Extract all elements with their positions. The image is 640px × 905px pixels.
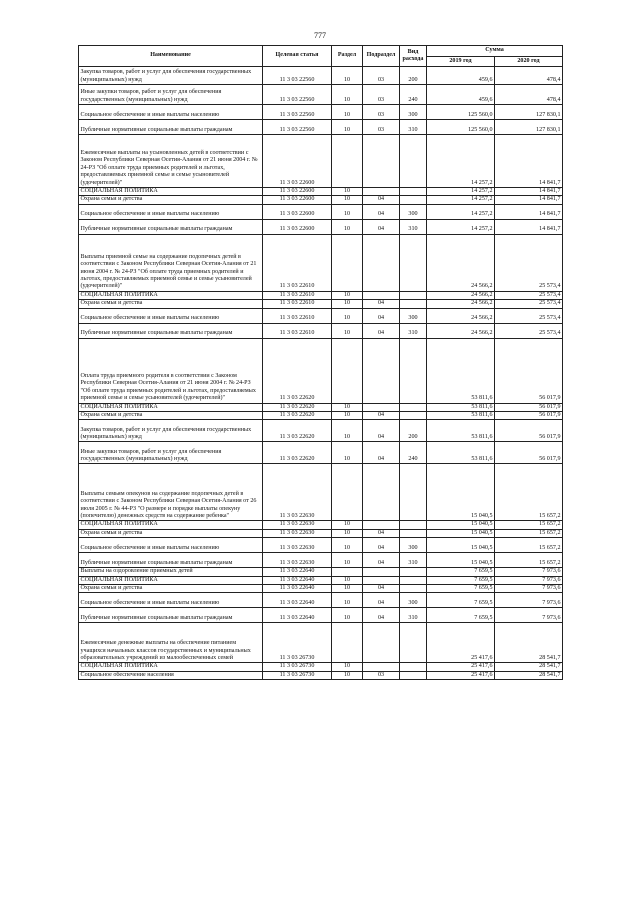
row-name: Социальное обеспечение и иные выплаты населению [79,105,263,120]
row-expense-type [400,623,427,663]
row-section: 10 [332,420,363,442]
row-section: 10 [332,442,363,464]
row-section: 10 [332,105,363,120]
table-row [79,538,563,553]
row-section [332,135,363,188]
row-expense-type [400,585,427,593]
row-expense-type [400,403,427,411]
row-name: СОЦИАЛЬНАЯ ПОЛИТИКА [79,188,263,196]
row-subsection: 04 [363,300,400,308]
row-sum-2019: 7 659,5 [427,593,495,608]
row-expense-type: 300 [400,204,427,219]
row-target: 11 3 03 26730 [263,671,332,679]
row-sum-2020: 56 017,9 [495,420,563,442]
table-row [79,671,563,679]
row-subsection: 04 [363,420,400,442]
row-sum-2020: 7 973,6 [495,593,563,608]
row-sum-2019: 15 040,5 [427,464,495,521]
row-target: 11 3 03 22620 [263,442,332,464]
row-target: 11 3 03 22600 [263,196,332,204]
row-sum-2020: 15 657,2 [495,538,563,553]
row-sum-2020: 14 841,7 [495,219,563,234]
row-target: 11 3 03 22630 [263,529,332,537]
row-expense-type [400,234,427,291]
header-expense-type: Вид расхода [400,46,427,67]
row-sum-2020: 15 657,2 [495,464,563,521]
row-section: 10 [332,308,363,323]
row-subsection: 04 [363,529,400,537]
row-subsection [363,338,400,403]
row-expense-type [400,291,427,299]
row-sum-2020: 25 573,4 [495,291,563,299]
row-sum-2019: 459,6 [427,85,495,105]
row-target: 11 3 03 22630 [263,538,332,553]
row-sum-2019: 15 040,5 [427,538,495,553]
row-sum-2020: 478,4 [495,85,563,105]
row-section: 10 [332,663,363,671]
row-name: Охрана семьи и детства [79,412,263,420]
row-target: 11 3 03 26730 [263,663,332,671]
row-subsection: 04 [363,219,400,234]
row-sum-2020: 25 573,4 [495,234,563,291]
row-section: 10 [332,576,363,584]
row-section: 10 [332,529,363,537]
budget-table [78,45,563,680]
row-sum-2019: 7 659,5 [427,576,495,584]
row-sum-2019: 24 566,2 [427,234,495,291]
row-subsection [363,623,400,663]
table-row [79,663,563,671]
row-target: 11 3 03 22640 [263,576,332,584]
row-target: 11 3 03 22600 [263,188,332,196]
row-target: 11 3 03 26730 [263,623,332,663]
row-name: Ежемесячные выплаты на усыновленных детей в соответствии с Законом Республики Северная Осетия-Алания от 21 июня 2004 г. № 24-РЗ "Об оплате труда приемных родителей и льготах, предоставляемых приемной семье и семье усыновителей (удочерителей)" [79,135,263,188]
table-row [79,608,563,623]
row-section: 10 [332,188,363,196]
row-target: 11 3 03 22610 [263,308,332,323]
row-name: Охрана семьи и детства [79,529,263,537]
row-name: Публичные нормативные социальные выплаты гражданам [79,120,263,135]
row-expense-type [400,135,427,188]
header-section: Раздел [332,46,363,67]
row-expense-type: 300 [400,308,427,323]
header-sum: Сумма [427,46,563,57]
row-sum-2020: 7 973,6 [495,568,563,576]
row-sum-2020: 14 841,7 [495,135,563,188]
row-expense-type [400,464,427,521]
row-target: 11 3 03 22640 [263,585,332,593]
row-target: 11 3 03 22600 [263,219,332,234]
row-target: 11 3 03 22620 [263,338,332,403]
row-sum-2019: 53 811,6 [427,403,495,411]
table-row [79,338,563,403]
row-expense-type [400,196,427,204]
row-sum-2020: 7 973,6 [495,585,563,593]
row-sum-2019: 15 040,5 [427,553,495,568]
row-subsection: 03 [363,671,400,679]
table-row [79,219,563,234]
row-section: 10 [332,608,363,623]
row-name: Закупка товаров, работ и услуг для обеспечения государственных (муниципальных) нужд [79,67,263,85]
row-sum-2019: 15 040,5 [427,521,495,529]
row-section [332,568,363,576]
row-sum-2019: 125 560,0 [427,105,495,120]
row-sum-2020: 127 830,1 [495,105,563,120]
row-name: Выплаты на оздоровление приемных детей [79,568,263,576]
row-subsection: 04 [363,204,400,219]
row-expense-type: 310 [400,323,427,338]
row-subsection: 03 [363,85,400,105]
row-sum-2019: 53 811,6 [427,412,495,420]
row-section: 10 [332,204,363,219]
header-target: Целевая статья [263,46,332,67]
table-row [79,442,563,464]
row-sum-2020: 56 017,9 [495,412,563,420]
row-expense-type [400,412,427,420]
table-row [79,67,563,85]
row-name: Социальное обеспечение населения [79,671,263,679]
row-subsection: 04 [363,538,400,553]
row-target: 11 3 03 22640 [263,593,332,608]
row-subsection: 04 [363,553,400,568]
row-sum-2019: 7 659,5 [427,585,495,593]
row-expense-type: 310 [400,553,427,568]
row-sum-2020: 25 573,4 [495,323,563,338]
row-target: 11 3 03 22610 [263,323,332,338]
table-row [79,568,563,576]
row-section [332,623,363,663]
row-sum-2020: 15 657,2 [495,529,563,537]
row-name: Социальное обеспечение и иные выплаты населению [79,593,263,608]
row-name: Охрана семьи и детства [79,300,263,308]
row-sum-2019: 53 811,6 [427,338,495,403]
row-target: 11 3 03 22610 [263,300,332,308]
row-expense-type: 310 [400,608,427,623]
row-name: Социальное обеспечение и иные выплаты населению [79,204,263,219]
table-row [79,204,563,219]
header-subsection: Подраздел [363,46,400,67]
row-target: 11 3 03 22600 [263,204,332,219]
row-target: 11 3 03 22560 [263,120,332,135]
page-number: 777 [314,31,326,40]
row-sum-2019: 459,6 [427,67,495,85]
row-sum-2020: 14 841,7 [495,188,563,196]
row-subsection [363,663,400,671]
row-name: Закупка товаров, работ и услуг для обеспечения государственных (муниципальных) нужд [79,420,263,442]
row-expense-type: 300 [400,538,427,553]
row-sum-2020: 56 017,9 [495,442,563,464]
table-row [79,105,563,120]
row-sum-2019: 14 257,2 [427,188,495,196]
row-name: Охрана семьи и детства [79,585,263,593]
table-row [79,521,563,529]
row-sum-2019: 25 417,6 [427,663,495,671]
row-name: СОЦИАЛЬНАЯ ПОЛИТИКА [79,576,263,584]
row-sum-2020: 7 973,6 [495,576,563,584]
row-target: 11 3 03 22640 [263,608,332,623]
row-section: 10 [332,585,363,593]
table-row [79,188,563,196]
row-section: 10 [332,553,363,568]
row-name: Публичные нормативные социальные выплаты гражданам [79,608,263,623]
row-sum-2020: 478,4 [495,67,563,85]
row-sum-2020: 15 657,2 [495,521,563,529]
row-expense-type: 200 [400,420,427,442]
row-section: 10 [332,403,363,411]
row-sum-2020: 7 973,6 [495,608,563,623]
row-expense-type [400,300,427,308]
row-subsection: 04 [363,593,400,608]
table-row [79,623,563,663]
row-sum-2020: 28 541,7 [495,671,563,679]
row-subsection [363,135,400,188]
row-section: 10 [332,671,363,679]
row-subsection [363,521,400,529]
row-section: 10 [332,521,363,529]
table-row [79,529,563,537]
row-subsection [363,464,400,521]
header-year-2020: 2020 год [495,57,563,67]
row-expense-type: 300 [400,105,427,120]
row-section: 10 [332,196,363,204]
row-section: 10 [332,85,363,105]
row-name: Выплаты семьям опекунов на содержание подопечных детей в соответствии с Законом Республики Северная Осетия-Алания от 26 июля 2005 г. № 44-РЗ "О размере и порядке выплаты опекуну (попечителю) денежных средств на содержание ребенка" [79,464,263,521]
row-name: СОЦИАЛЬНАЯ ПОЛИТИКА [79,521,263,529]
row-sum-2019: 14 257,2 [427,219,495,234]
row-expense-type: 300 [400,593,427,608]
table-row [79,308,563,323]
table-row [79,85,563,105]
row-subsection: 04 [363,196,400,204]
table-row [79,291,563,299]
row-section [332,338,363,403]
row-subsection [363,188,400,196]
row-sum-2019: 7 659,5 [427,608,495,623]
table-row [79,234,563,291]
row-target: 11 3 03 22610 [263,291,332,299]
row-expense-type: 310 [400,120,427,135]
row-target: 11 3 03 22620 [263,412,332,420]
row-section: 10 [332,323,363,338]
row-section: 10 [332,300,363,308]
table-row [79,323,563,338]
row-subsection [363,576,400,584]
table-header [79,46,563,67]
row-subsection: 04 [363,412,400,420]
row-expense-type [400,529,427,537]
row-target: 11 3 03 22640 [263,568,332,576]
row-sum-2020: 28 541,7 [495,623,563,663]
row-target: 11 3 03 22630 [263,553,332,568]
row-subsection [363,291,400,299]
table-row [79,585,563,593]
row-subsection [363,234,400,291]
table-row [79,412,563,420]
row-name: Социальное обеспечение и иные выплаты населению [79,538,263,553]
row-target: 11 3 03 22610 [263,234,332,291]
row-sum-2020: 127 830,1 [495,120,563,135]
row-sum-2019: 14 257,2 [427,196,495,204]
row-sum-2019: 7 659,5 [427,568,495,576]
row-sum-2019: 14 257,2 [427,204,495,219]
table-row [79,403,563,411]
row-sum-2019: 24 566,2 [427,323,495,338]
row-name: Оплата труда приемного родителя в соответствии с Законом Республики Северная Осетия-Алания от 21 июня 2004 г. № 24-РЗ "Об оплате труда приемных родителей и льготах, предоставляемых приемной семье и семье усыновителей (удочерителей)" [79,338,263,403]
row-name: Иные закупки товаров, работ и услуг для обеспечения государственных (муниципальных) нужд [79,85,263,105]
row-name: Публичные нормативные социальные выплаты гражданам [79,219,263,234]
row-sum-2020: 14 841,7 [495,204,563,219]
row-target: 11 3 03 22620 [263,420,332,442]
row-expense-type [400,576,427,584]
row-subsection: 04 [363,608,400,623]
row-expense-type [400,568,427,576]
row-sum-2020: 28 541,7 [495,663,563,671]
row-subsection: 03 [363,105,400,120]
header-name: Наименование [79,46,263,67]
row-expense-type: 240 [400,442,427,464]
row-sum-2019: 24 566,2 [427,300,495,308]
row-sum-2020: 25 573,4 [495,308,563,323]
row-name: Социальное обеспечение и иные выплаты населению [79,308,263,323]
row-expense-type [400,338,427,403]
row-sum-2020: 56 017,9 [495,338,563,403]
row-target: 11 3 03 22560 [263,85,332,105]
row-name: СОЦИАЛЬНАЯ ПОЛИТИКА [79,291,263,299]
row-section: 10 [332,593,363,608]
row-sum-2019: 14 257,2 [427,135,495,188]
table-row [79,553,563,568]
row-subsection: 04 [363,442,400,464]
row-subsection [363,568,400,576]
table-row [79,420,563,442]
table-body [79,67,563,680]
row-sum-2020: 15 657,2 [495,553,563,568]
row-section: 10 [332,219,363,234]
row-expense-type [400,521,427,529]
row-target: 11 3 03 22630 [263,521,332,529]
row-sum-2019: 53 811,6 [427,420,495,442]
table-row [79,300,563,308]
row-name: Публичные нормативные социальные выплаты гражданам [79,553,263,568]
table-row [79,135,563,188]
row-expense-type: 240 [400,85,427,105]
table-row [79,576,563,584]
row-name: СОЦИАЛЬНАЯ ПОЛИТИКА [79,663,263,671]
row-sum-2019: 25 417,6 [427,623,495,663]
row-section: 10 [332,291,363,299]
row-target: 11 3 03 22560 [263,67,332,85]
row-sum-2019: 25 417,6 [427,671,495,679]
row-name: Публичные нормативные социальные выплаты гражданам [79,323,263,338]
row-name: Иные закупки товаров, работ и услуг для обеспечения государственных (муниципальных) нужд [79,442,263,464]
row-sum-2019: 15 040,5 [427,529,495,537]
row-expense-type: 310 [400,219,427,234]
row-target: 11 3 03 22630 [263,464,332,521]
row-expense-type [400,671,427,679]
table-row [79,196,563,204]
row-section [332,234,363,291]
row-sum-2019: 53 811,6 [427,442,495,464]
row-sum-2020: 14 841,7 [495,196,563,204]
table-row [79,464,563,521]
header-year-2019: 2019 год [427,57,495,67]
row-subsection: 04 [363,585,400,593]
row-target: 11 3 03 22600 [263,135,332,188]
row-name: Охрана семьи и детства [79,196,263,204]
row-sum-2019: 24 566,2 [427,291,495,299]
row-section: 10 [332,538,363,553]
row-expense-type [400,188,427,196]
row-target: 11 3 03 22620 [263,403,332,411]
row-target: 11 3 03 22560 [263,105,332,120]
row-subsection: 04 [363,323,400,338]
row-expense-type [400,663,427,671]
table-row [79,120,563,135]
row-section: 10 [332,67,363,85]
row-section: 10 [332,412,363,420]
row-sum-2020: 56 017,9 [495,403,563,411]
table-row [79,593,563,608]
row-subsection: 04 [363,308,400,323]
row-name: Ежемесячные денежные выплаты на обеспечение питанием учащихся начальных классов государственных и муниципальных образовательных учреждений из малообеспеченных семей [79,623,263,663]
row-section: 10 [332,120,363,135]
row-sum-2019: 24 566,2 [427,308,495,323]
row-expense-type: 200 [400,67,427,85]
row-name: СОЦИАЛЬНАЯ ПОЛИТИКА [79,403,263,411]
row-subsection: 03 [363,120,400,135]
row-subsection: 03 [363,67,400,85]
row-sum-2019: 125 560,0 [427,120,495,135]
row-sum-2020: 25 573,4 [495,300,563,308]
row-section [332,464,363,521]
row-subsection [363,403,400,411]
row-name: Выплаты приемной семье на содержание подопечных детей в соответствии с Законом Республики Северная Осетия-Алания от 21 июня 2004 г. № 24-РЗ "Об оплате труда приемных родителей и льготах, предоставляемых приемной семье и семье усыновителей (удочерителей)" [79,234,263,291]
